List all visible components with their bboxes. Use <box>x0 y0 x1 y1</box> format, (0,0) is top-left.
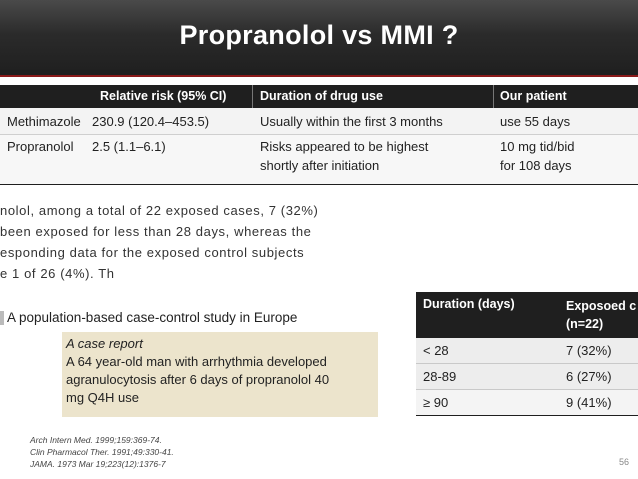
duration-table-row <box>416 338 638 364</box>
header-duration: Duration of drug use <box>260 89 383 103</box>
duration-of-use: Usually within the first 3 months <box>260 114 443 129</box>
header-relative-risk: Relative risk (95% CI) <box>100 89 227 103</box>
slide-title: Propranolol vs MMI ? <box>179 20 459 50</box>
study-label: A population-based case-control study in Europe <box>7 310 298 325</box>
reference-line: JAMA. 1973 Mar 19;223(12):1376-7 <box>30 459 166 469</box>
duration-line: Risks appeared to be highest <box>260 139 429 154</box>
bullet-marker <box>0 311 4 325</box>
duration-table-row <box>416 364 638 390</box>
reference-line: Clin Pharmacol Ther. 1991;49:330-41. <box>30 447 174 457</box>
case-report-line: mg Q4H use <box>66 390 139 405</box>
case-report-title: A case report <box>66 336 143 351</box>
duration-header: Duration (days) <box>423 297 515 311</box>
excerpt-line: nolol, among a total of 22 exposed cases, 7 (32%) <box>0 203 319 218</box>
case-report-line: agranulocytosis after 6 days of propranolol 40 <box>66 372 330 387</box>
excerpt-line: esponding data for the exposed control subjects <box>0 245 305 260</box>
excerpt-line: been exposed for less than 28 days, whereas the <box>0 224 312 239</box>
table-row-methimazole <box>0 108 638 135</box>
duration-table-row <box>416 390 638 416</box>
title-bar <box>0 0 638 77</box>
page-number: 56 <box>619 457 630 467</box>
count-cell: 7 (32%) <box>566 343 612 358</box>
our-patient <box>500 137 574 175</box>
excerpt-line: e 1 of 26 (4%). Th <box>0 266 115 281</box>
exposed-header <box>566 297 636 333</box>
references <box>30 434 174 470</box>
duration-line: shortly after initiation <box>260 158 380 173</box>
case-report-box <box>62 332 378 417</box>
header-divider <box>252 85 253 108</box>
header-divider <box>493 85 494 108</box>
relative-risk: 2.5 (1.1–6.1) <box>92 139 166 154</box>
table-row-propranolol <box>0 135 638 185</box>
study-excerpt <box>0 200 360 284</box>
duration-table-header <box>416 292 638 338</box>
duration-cell: 28-89 <box>423 369 457 384</box>
drug-name: Methimazole <box>7 114 81 129</box>
duration-of-use <box>260 137 480 175</box>
count-cell: 9 (41%) <box>566 395 612 410</box>
drug-name: Propranolol <box>7 139 74 154</box>
patient-line: 10 mg tid/bid <box>500 139 575 154</box>
count-cell: 6 (27%) <box>566 369 612 384</box>
table-header-row <box>0 85 638 108</box>
patient-line: for 108 days <box>500 158 572 173</box>
reference-line: Arch Intern Med. 1999;159:369-74. <box>30 435 162 445</box>
our-patient: use 55 days <box>500 114 571 129</box>
exposed-header-line: (n=22) <box>566 317 604 331</box>
case-report-line: A 64 year-old man with arrhythmia developed <box>66 354 327 369</box>
duration-cell: < 28 <box>423 343 449 358</box>
header-our-patient: Our patient <box>500 89 567 103</box>
exposed-header-line: Exposoed c <box>566 299 637 313</box>
duration-cell: ≥ 90 <box>423 395 449 410</box>
relative-risk: 230.9 (120.4–453.5) <box>92 114 210 129</box>
